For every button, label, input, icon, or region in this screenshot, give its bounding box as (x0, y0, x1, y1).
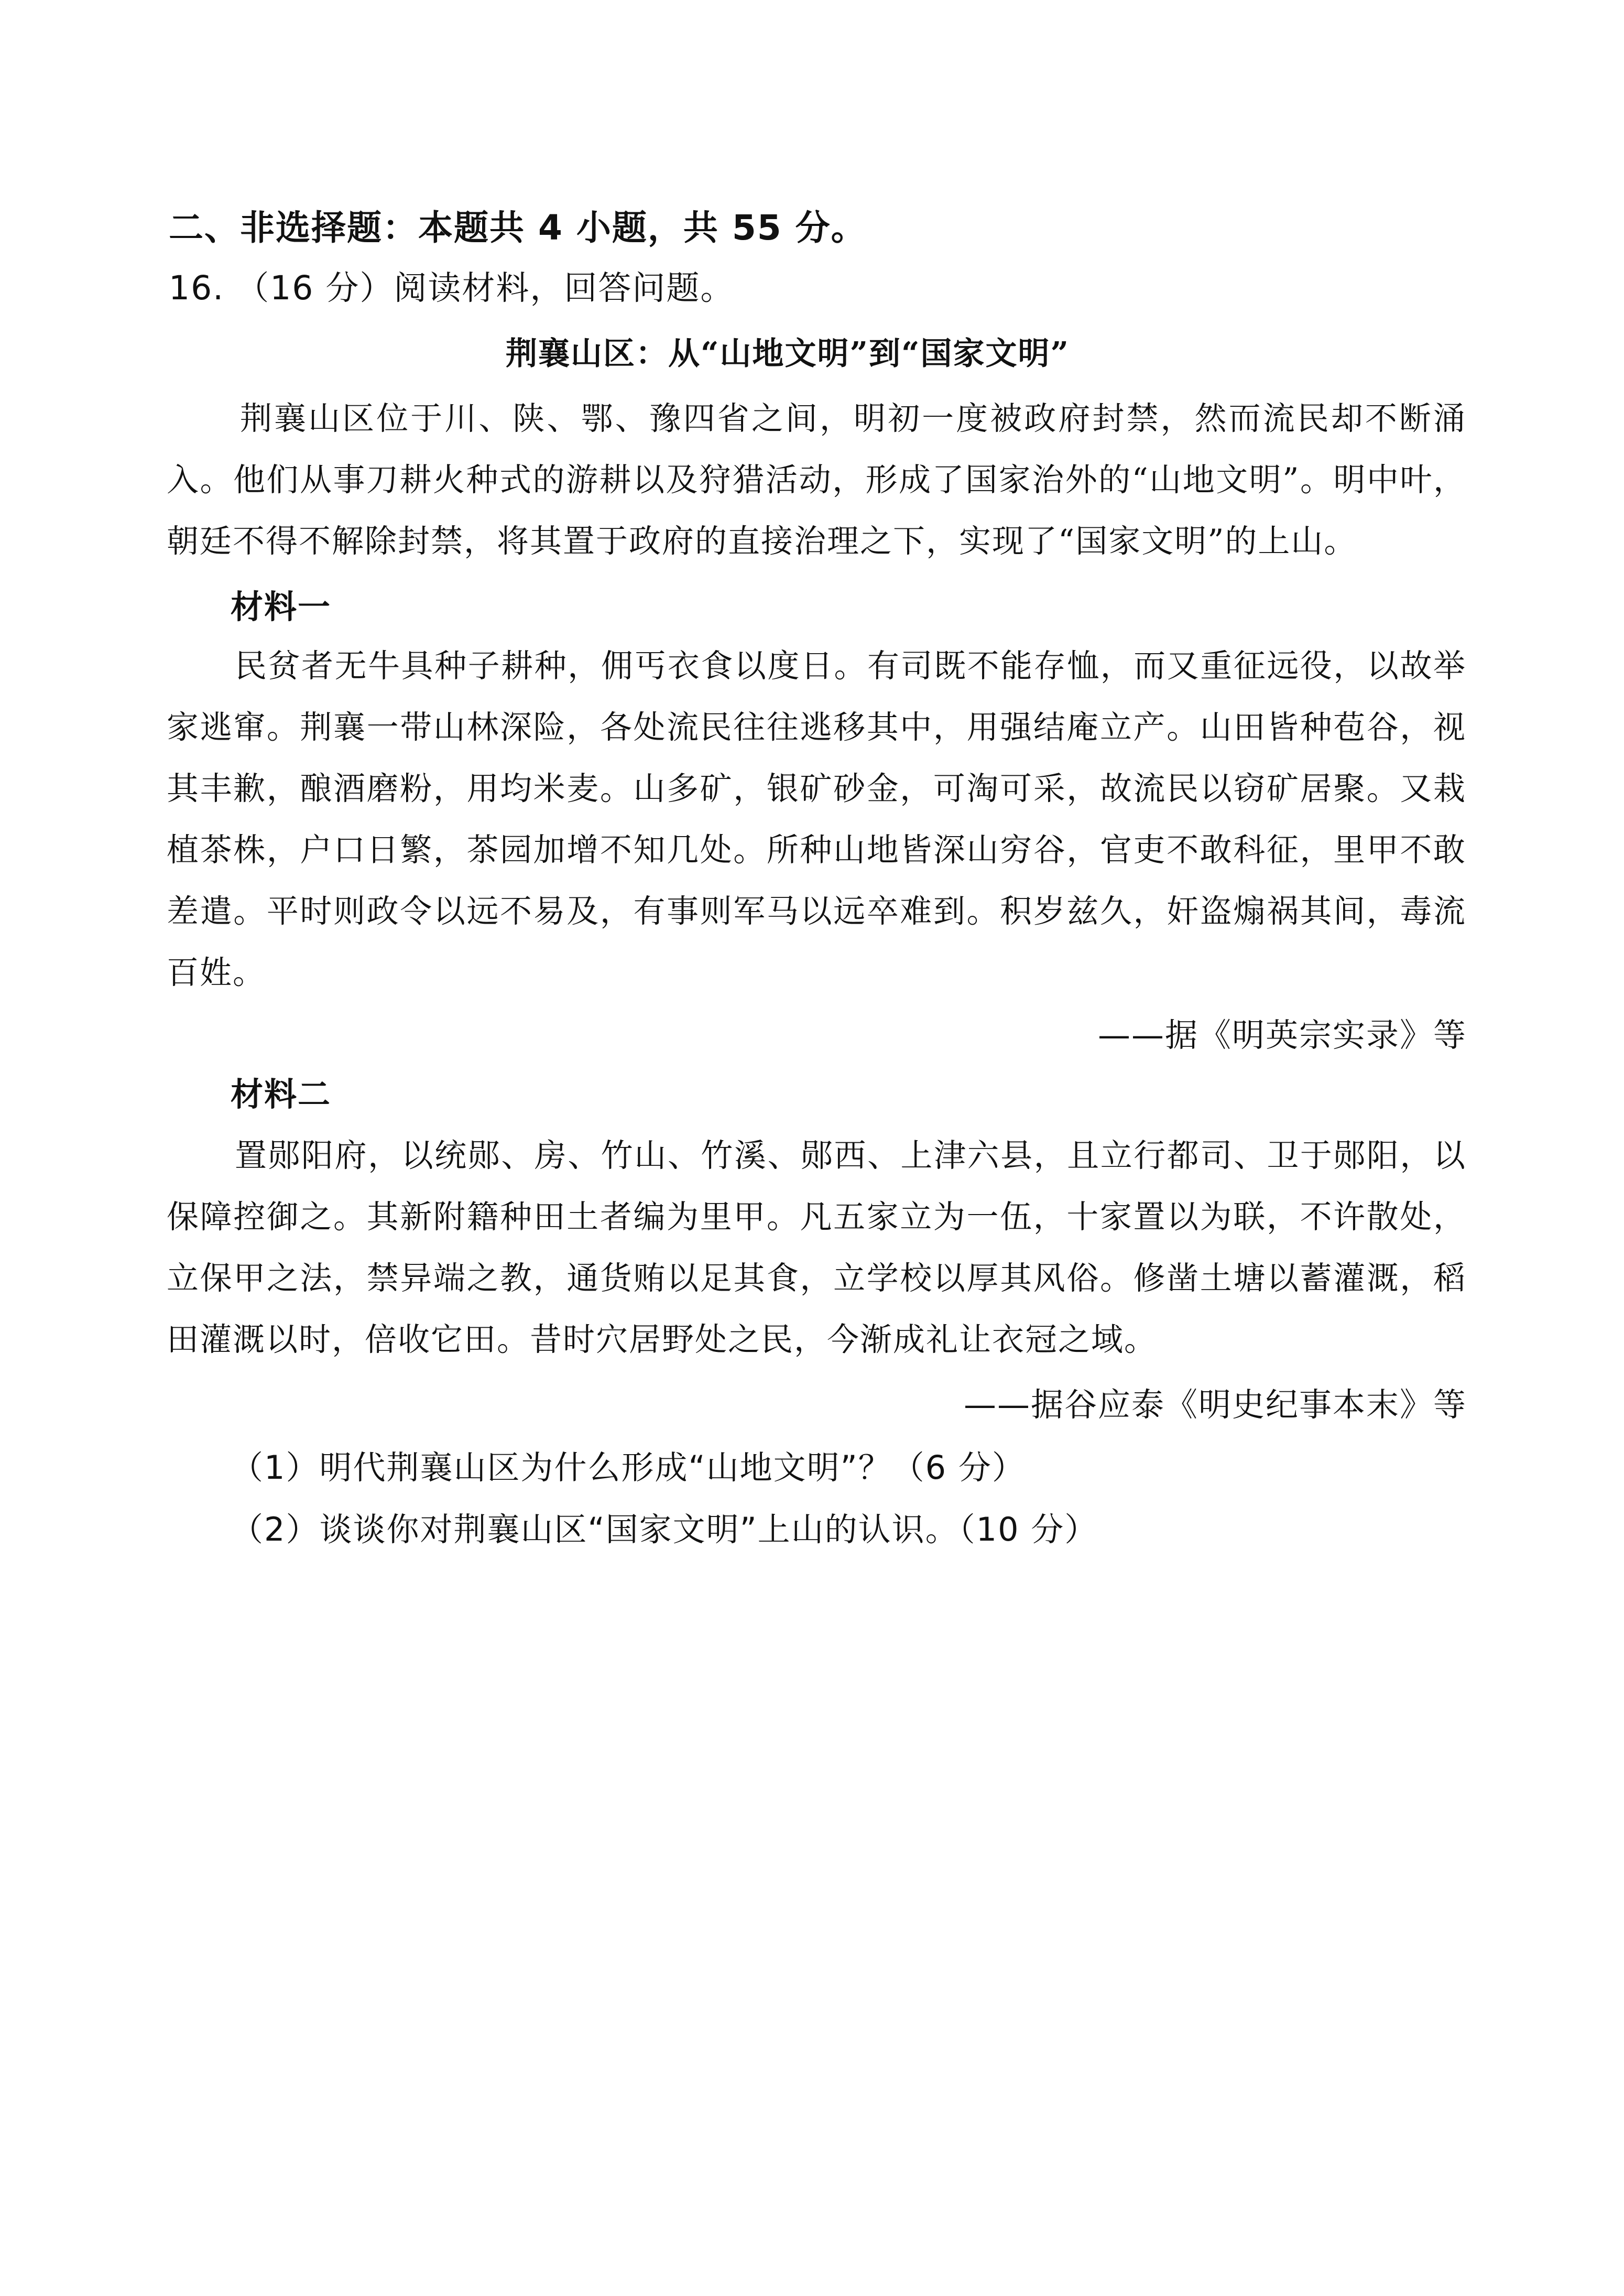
section-header: 二、非选择题：本题共 4 小题，共 55 分。 (169, 208, 867, 248)
question-number-line: 16. （16 分）阅读材料，回答问题。 (169, 269, 735, 307)
intro-paragraph: 荆襄山区位于川、陕、鄂、豫四省之间，明初一度被政府封禁，然而流民却不断涌入。他们从事刀耕火种式的游耕以及狩猎活动，形成了国家治外的“山地文明”。明中叶，朝廷不得不解除封禁，将其置于政府的直接治理之下，实现了“国家文明”的上山。 (167, 400, 1466, 560)
subquestion-2: （2）谈谈你对荆襄山区“国家文明”上山的认识。（10 分） (231, 1510, 1098, 1548)
material-title: 荆襄山区：从“山地文明”到“国家文明” (506, 335, 1070, 372)
material1-source: ——据《明英宗实录》等 (1097, 1016, 1467, 1054)
material1-label: 材料一 (231, 588, 332, 626)
material1-text: 民贫者无牛具种子耕种，佣丐衣食以度日。有司既不能存恤，而又重征远役，以故举家逃窜。荆襄一带山林深险，各处流民往往逃移其中，用强结庵立产。山田皆种苞谷，视其丰歉，酿酒磨粉，用均米麦。山多矿，银矿砂金，可淘可采，故流民以窃矿居聚。又栽植茶株，户口日繁，茶园加增不知几处。所种山地皆深山穷谷，官吏不敢科征，里甲不敢差遣。平时则政令以远不易及，有事则军马以远卒难到。积岁兹久，奸盗煽祸其间，毒流百姓。 (167, 647, 1466, 991)
material2-text: 置郧阳府，以统郧、房、竹山、竹溪、郧西、上津六县，且立行都司、卫于郧阳，以保障控御之。其新附籍种田土者编为里甲。凡五家立为一伍，十家置以为联，不许散处，立保甲之法，禁异端之教，通货贿以足其食，立学校以厚其风俗。修凿土塘以蓄灌溉，稻田灌溉以时，倍收它田。昔时穴居野处之民，今渐成礼让衣冠之域。 (167, 1137, 1466, 1358)
material2-label: 材料二 (231, 1075, 332, 1113)
material2-source: ——据谷应泰《明史纪事本末》等 (963, 1385, 1467, 1424)
subquestion-1: （1）明代荆襄山区为什么形成“山地文明”？（6 分） (231, 1448, 1026, 1487)
